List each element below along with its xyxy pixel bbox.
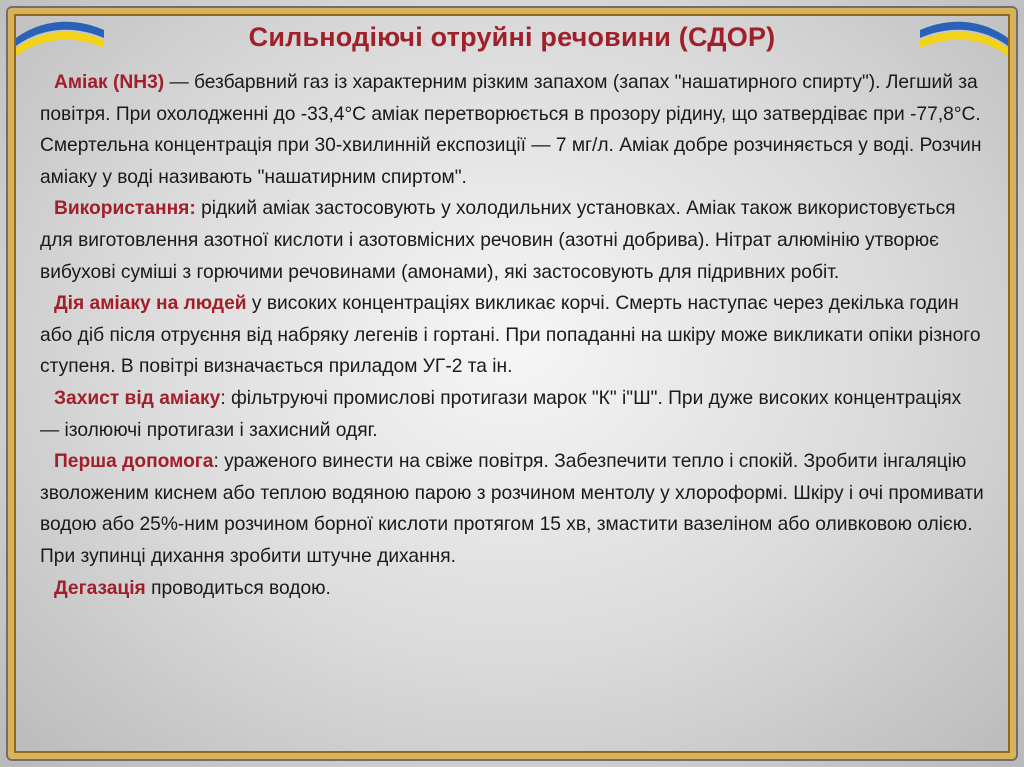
- keyword-ammonia: Аміак (NH3): [54, 72, 165, 93]
- paragraph-text: : ураженого винести на свіже повітря. Забезпечити тепло і спокій. Зробити інгаляцію зволоженим киснем або теплою водяною парою з розчином ментолу у хлороформі. Шкіру і очі промивати водою або 25%-ним розчином борної кислоти протягом 15 хв, змастити вазеліном або оливковою олією. При зупинці дихання зробити штучне дихання.: [40, 451, 984, 567]
- paragraph-text: — безбарвний газ із характерним різким запахом (запах "нашатирного спирту"). Легший за повітря. При охолодженні до -33,4°С аміак перетворюється в прозору рідину, що затвердіває при -77,8°С. Смертельна концентрація при 30-хвилинній експозиції — 7 мг/л. Аміак добре розчиняється у воді. Розчин аміаку у воді називають "нашатирним спиртом".: [40, 72, 982, 188]
- paragraph-first-aid: [40, 446, 984, 572]
- paragraph-text: рідкий аміак застосовують у холодильних установках. Аміак також використовується для виготовлення азотної кислоти і азотовмісних речовин (азотні добрива). Нітрат алюмінію утворює вибухові суміші з горючими речовинами (амонами), які застосовують для підривних робіт.: [40, 198, 956, 283]
- slide-body: [40, 67, 984, 604]
- paragraph-text: проводиться водою.: [145, 577, 331, 599]
- paragraph-degassing: [40, 573, 984, 605]
- paragraph-text: : фільтруючі промислові протигази марок "К" і"Ш". При дуже високих концентраціях — ізолюючі протигази і захисний одяг.: [40, 387, 962, 441]
- paragraph-protection: [40, 383, 984, 446]
- keyword-protection: Захист від аміаку: [54, 387, 221, 409]
- paragraph-ammonia: [40, 67, 984, 193]
- keyword-first-aid: Перша допомога: [54, 451, 214, 473]
- keyword-usage: Використання:: [54, 198, 196, 220]
- paragraph-usage: [40, 193, 984, 288]
- paragraph-text: у високих концентраціях викликає корчі. Смерть наступає через декілька годин або діб після отруєння від набряку легенів і гортані. При попаданні на шкіру може викликати опіки різного ступеня. В повітрі визначається приладом УГ-2 та ін.: [40, 293, 981, 378]
- paragraph-effect: [40, 288, 984, 383]
- keyword-effect: Дія аміаку на людей: [54, 293, 247, 315]
- slide-title: Сильнодіючі отруйні речовини (СДОР): [248, 22, 776, 52]
- keyword-degassing: Дегазація: [54, 577, 146, 599]
